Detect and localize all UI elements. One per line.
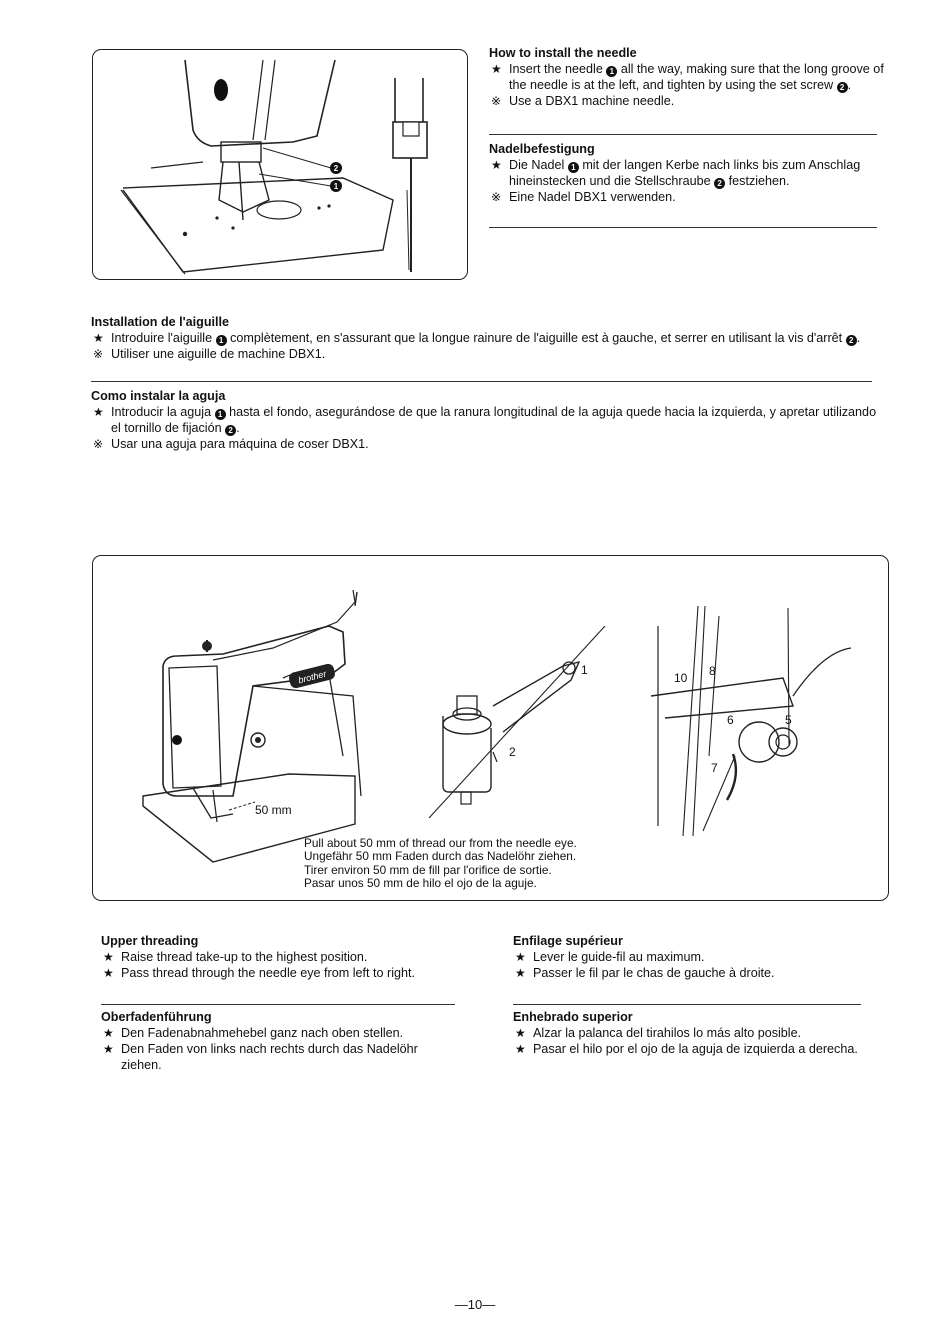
caption-line: Pull about 50 mm of thread our from the needle eye. [304, 836, 577, 850]
callout-marker: 2 [225, 425, 236, 436]
divider [489, 134, 877, 135]
list-item: ※ Usar una aguja para máquina de coser DBX1. [93, 437, 369, 452]
callout-2: 2 [333, 164, 339, 173]
callout-10: 10 [674, 671, 688, 685]
callout-6: 6 [727, 713, 734, 727]
list-item: ★ Den Fadenabnahmehebel ganz nach oben stellen. [103, 1026, 404, 1040]
callout-1: 1 [333, 182, 339, 191]
section-title: Como instalar la aguja [91, 389, 226, 403]
callout-marker: 2 [837, 82, 848, 93]
figure-caption [304, 837, 577, 891]
section-title: Enfilage supérieur [513, 934, 623, 948]
note-icon: ※ [491, 94, 502, 109]
divider [513, 1004, 861, 1005]
star-icon: ★ [515, 1042, 526, 1057]
needle-install-figure [92, 49, 468, 280]
callout-marker: 1 [568, 162, 579, 173]
list-item: ★ Passer le fil par le chas de gauche à droite. [515, 966, 775, 981]
star-icon: ★ [515, 966, 526, 981]
section-es-needle [91, 388, 881, 453]
section-title: Enhebrado superior [513, 1010, 633, 1024]
list-item: ※ Utiliser une aiguille de machine DBX1. [93, 347, 326, 362]
list-item: ★ Introduire l'aiguille 1 complètement, en s'assurant que la longue rainure de l'aiguille est à gauche, et serrer en utilisant la vis d'arrêt 2 . [93, 331, 861, 345]
section-title: Nadelbefestigung [489, 142, 595, 156]
note-icon: ※ [93, 347, 104, 362]
list-item: ※ Eine Nadel DBX1 verwenden. [491, 190, 676, 205]
star-icon: ★ [491, 62, 502, 76]
section-title: Upper threading [101, 934, 199, 948]
note-icon: ※ [93, 437, 104, 452]
callout-5: 5 [785, 713, 792, 727]
section-fr-needle [91, 314, 881, 362]
section-title: How to install the needle [489, 46, 637, 60]
star-icon: ★ [515, 1026, 526, 1040]
measure-label: 50 mm [255, 803, 292, 817]
callout-1: 1 [581, 663, 588, 677]
star-icon: ★ [103, 966, 114, 981]
section-en-threading [101, 933, 457, 981]
note-icon: ※ [491, 190, 502, 205]
section-de-needle [489, 141, 884, 206]
callout-2: 2 [509, 745, 516, 759]
list-item: ★ Den Faden von links nach rechts durch das Nadelöhr ziehen. [103, 1042, 418, 1073]
star-icon: ★ [93, 331, 104, 345]
page-number: —10— [454, 1297, 496, 1312]
section-en-needle [489, 45, 884, 110]
callout-marker: 1 [216, 335, 227, 346]
caption-line: Tirer environ 50 mm de fill par l'orifice de sortie. [304, 862, 552, 877]
section-fr-threading [513, 933, 873, 981]
star-icon: ★ [93, 405, 104, 419]
callout-8: 8 [709, 664, 716, 678]
brand-label: brother [297, 668, 328, 686]
section-title: Installation de l'aiguille [91, 315, 230, 329]
callout-marker: 2 [714, 178, 725, 189]
star-icon: ★ [515, 950, 526, 964]
star-icon: ★ [103, 950, 114, 964]
upper-threading-figure [92, 555, 889, 901]
section-de-threading [101, 1009, 457, 1074]
list-item: ★ Alzar la palanca del tirahilos lo más alto posible. [515, 1026, 802, 1040]
star-icon: ★ [491, 158, 502, 172]
callout-marker: 1 [215, 409, 226, 420]
section-title: Oberfadenführung [101, 1010, 212, 1024]
caption-line: Pasar unos 50 mm de hilo el ojo de la aguje. [304, 876, 537, 891]
divider [101, 1004, 455, 1005]
list-item: ★ Lever le guide-fil au maximum. [515, 950, 705, 964]
caption-line: Ungefähr 50 mm Faden durch das Nadelöhr ziehen. [304, 849, 577, 864]
star-icon: ★ [103, 1042, 114, 1057]
list-item: ★ Raise thread take-up to the highest position. [103, 950, 368, 964]
callout-7: 7 [711, 761, 718, 775]
callout-marker: 2 [846, 335, 857, 346]
list-item: ★ Die Nadel 1 mit der langen Kerbe nach links bis zum Anschlag hineinstecken und die Stellschraube 2 festziehen. [491, 158, 861, 189]
needle-install-illustration [93, 50, 467, 279]
list-item: ★ Introducir la aguja 1 hasta el fondo, asegurándose de que la ranura longitudinal de la aguja quede hacia la izquierda, y apretar utilizando el tornillo de fijación 2 . [93, 405, 877, 436]
divider [91, 381, 872, 382]
list-item: ※ Use a DBX1 machine needle. [491, 94, 675, 109]
list-item: ★ Pass thread through the needle eye from left to right. [103, 966, 416, 981]
divider [489, 227, 877, 228]
star-icon: ★ [103, 1026, 114, 1040]
section-es-threading [513, 1009, 873, 1057]
list-item: ★ Pasar el hilo por el ojo de la aguja de izquierda a derecha. [515, 1042, 858, 1057]
list-item: ★ Insert the needle 1 all the way, making sure that the long groove of the needle is at the left, and tighten by using the set screw 2 . [491, 62, 884, 93]
callout-marker: 1 [606, 66, 617, 77]
